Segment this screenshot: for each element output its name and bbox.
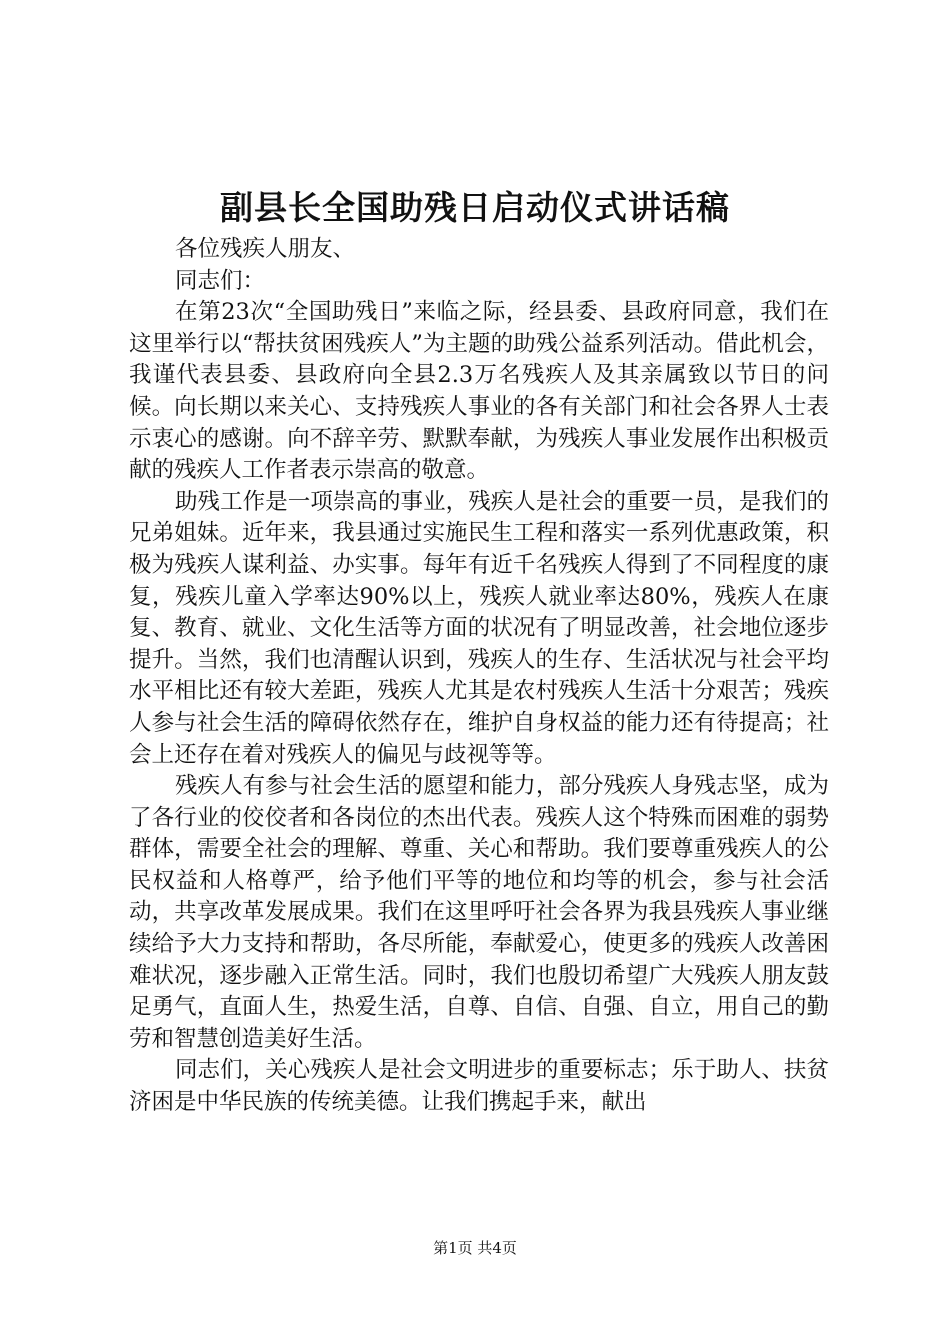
- document-title: 副县长全国助残日启动仪式讲话稿: [220, 188, 730, 227]
- paragraph-4: 同志们，关心残疾人是社会文明进步的重要标志；乐于助人、扶贫济困是中华民族的传统美德。让我们携起手来，献出: [129, 1057, 829, 1116]
- paragraph-1: 在第23次“全国助残日”来临之际，经县委、县政府同意，我们在这里举行以“帮扶贫困残疾人”为主题的助残公益系列活动。借此机会，我谨代表县委、县政府向全县2.3万名残疾人及其亲属致以节日的问候。向长期以来关心、支持残疾人事业的各有关部门和社会各界人士表示衷心的感谢。向不辞辛劳、默默奉献，为残疾人事业发展作出积极贡献的残疾人工作者表示崇高的敬意。: [129, 299, 829, 484]
- document-body: [129, 234, 829, 1119]
- paragraph-3: 残疾人有参与社会生活的愿望和能力，部分残疾人身残志坚，成为了各行业的佼佼者和各岗位的杰出代表。残疾人这个特殊而困难的弱势群体，需要全社会的理解、尊重、关心和帮助。我们要尊重残疾人的公民权益和人格尊严，给予他们平等的地位和均等的机会，参与社会活动，共享改革发展成果。我们在这里呼吁社会各界为我县残疾人事业继续给予大力支持和帮助，各尽所能，奉献爱心，使更多的残疾人改善困难状况，逐步融入正常生活。同时，我们也殷切希望广大残疾人朋友鼓足勇气，直面人生，热爱生活，自尊、自信、自强、自立，用自己的勤劳和智慧创造美好生活。: [129, 773, 829, 1052]
- greeting-line-2: 同志们：: [175, 267, 266, 294]
- greeting-line-1: 各位残疾人朋友、: [175, 236, 356, 262]
- paragraph-2: 助残工作是一项崇高的事业，残疾人是社会的重要一员，是我们的兄弟姐妹。近年来，我县通过实施民生工程和落实一系列优惠政策，积极为残疾人谋利益、办实事。每年有近千名残疾人得到了不同程度的康复，残疾儿童入学率达90%以上，残疾人就业率达80%，残疾人在康复、教育、就业、文化生活等方面的状况有了明显改善，社会地位逐步提升。当然，我们也清醒认识到，残疾人的生存、生活状况与社会平均水平相比还有较大差距，残疾人尤其是农村残疾人生活十分艰苦；残疾人参与社会生活的障碍依然存在，维护自身权益的能力还有待提高；社会上还存在着对残疾人的偏见与歧视等等。: [129, 488, 829, 768]
- page-number-footer: 第1页 共4页: [433, 1239, 517, 1257]
